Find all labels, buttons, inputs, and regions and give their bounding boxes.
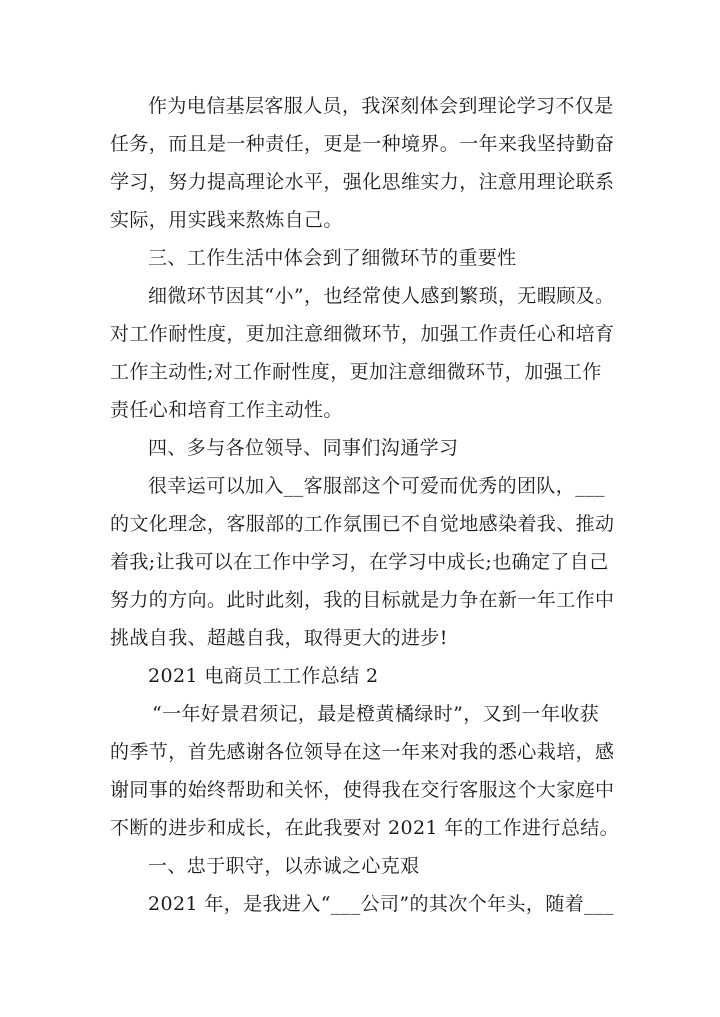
paragraph-line: 的文化理念，客服部的工作氛围已不自觉地感染着我、推动: [110, 513, 615, 535]
paragraph-line: 挑战自我、超越自我，取得更大的进步!: [110, 627, 448, 649]
paragraph-line: 不断的进步和成长，在此我要对 2021 年的工作进行总结。: [110, 817, 620, 839]
paragraph-line: 学习，努力提高理论水平，强化思维实力，注意用理论联系: [110, 171, 615, 193]
section-heading: 三、工作生活中体会到了细微环节的重要性: [148, 247, 517, 269]
paragraph-line: 任务，而且是一种责任，更是一种境界。一年来我坚持勤奋: [110, 133, 615, 155]
paragraph-line: 很幸运可以加入__客服部这个可爱而优秀的团队，___: [148, 475, 605, 497]
paragraph-line: 责任心和培育工作主动性。: [110, 399, 343, 421]
document-title: 2021 电商员工工作总结 2: [148, 665, 379, 687]
paragraph-line: 着我;让我可以在工作中学习，在学习中成长;也确定了自己: [110, 551, 609, 573]
paragraph-line: 对工作耐性度，更加注意细微环节，加强工作责任心和培育: [110, 323, 615, 345]
paragraph-line: 2021 年，是我进入“___公司”的其次个年头，随着___: [148, 893, 614, 915]
section-heading: 四、多与各位领导、同事们沟通学习: [148, 437, 459, 459]
paragraph-line: 作为电信基层客服人员，我深刻体会到理论学习不仅是: [148, 95, 614, 117]
paragraph-line: 细微环节因其“小”，也经常使人感到繁琐，无暇顾及。: [148, 285, 615, 307]
paragraph-line: 实际，用实践来熬炼自己。: [110, 209, 343, 231]
paragraph-line: 谢同事的始终帮助和关怀，使得我在交行客服这个大家庭中: [110, 779, 615, 801]
paragraph-line: “一年好景君须记，最是橙黄橘绿时”，又到一年收获: [152, 703, 600, 725]
paragraph-line: 的季节，首先感谢各位领导在这一年来对我的悉心栽培，感: [110, 741, 615, 763]
section-heading: 一、忠于职守，以赤诚之心克艰: [148, 855, 420, 877]
paragraph-line: 努力的方向。此时此刻，我的目标就是力争在新一年工作中: [110, 589, 615, 611]
paragraph-line: 工作主动性;对工作耐性度，更加注意细微环节，加强工作: [110, 361, 602, 383]
